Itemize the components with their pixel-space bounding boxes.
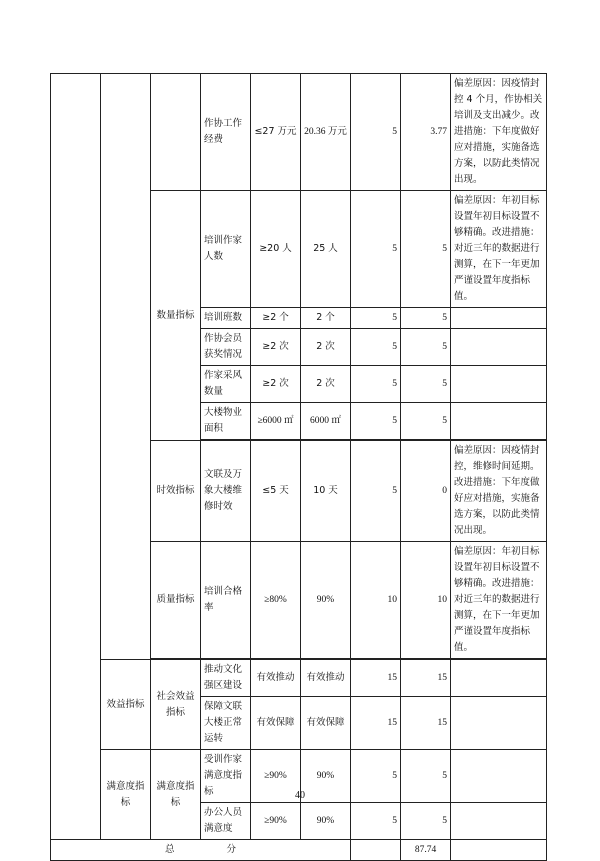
blank-second-level-cell xyxy=(101,74,151,660)
score-cell: 3.77 xyxy=(401,74,451,191)
target-cell: ≤27 万元 xyxy=(251,74,301,191)
table-row xyxy=(51,660,547,697)
satisfaction-sub-indicator-label: 满意度指标 xyxy=(151,750,201,840)
actual-cell: 2 个 xyxy=(301,308,351,329)
actual-cell: 6000 ㎡ xyxy=(301,403,351,440)
indicator-cell: 培训作家人数 xyxy=(201,191,251,308)
indicator-cell: 培训班数 xyxy=(201,308,251,329)
total-row xyxy=(51,840,547,861)
benefit-indicator-label: 效益指标 xyxy=(101,660,151,750)
deviation-note: 偏差原因：因疫情封控 4 个月，作协相关培训及支出减少。改进措施：下年度做好应对措施，实施备选方案，以防此类情况出现。 xyxy=(451,74,547,191)
target-cell: ≥20 人 xyxy=(251,191,301,308)
target-cell: ≥2 次 xyxy=(251,366,301,403)
target-cell: ≥80% xyxy=(251,542,301,659)
performance-table xyxy=(50,73,547,861)
deviation-note: 偏差原因：因疫情封控，维修时间延期。改进措施：下年度做好应对措施，实施备选方案，以防此类情况出现。 xyxy=(451,441,547,542)
table-row xyxy=(51,74,547,191)
indicator-cell: 大楼物业面积 xyxy=(201,403,251,440)
quality-indicator-label: 质量指标 xyxy=(151,542,201,659)
target-cell: ≤5 天 xyxy=(251,441,301,542)
score-cell: 5 xyxy=(401,329,451,366)
deviation-note: 偏差原因：年初目标设置年初目标设置不够精确。改进措施：对近三年的数据进行测算，在下一年更加严谨设置年度指标值。 xyxy=(451,191,547,308)
weight-cell: 5 xyxy=(351,74,401,191)
actual-cell: 90% xyxy=(301,750,351,803)
total-score-cell: 87.74 xyxy=(401,840,451,861)
weight-cell: 5 xyxy=(351,329,401,366)
actual-cell: 有效保障 xyxy=(301,697,351,750)
score-cell: 5 xyxy=(401,308,451,329)
total-label-right: 分 xyxy=(226,844,237,855)
indicator-cell: 保障文联大楼正常运转 xyxy=(201,697,251,750)
empty-note-cell xyxy=(451,803,547,840)
deviation-note: 偏差原因：年初目标设置年初目标设置不够精确。改进措施：对近三年的数据进行测算，在下一年更加严谨设置年度指标值。 xyxy=(451,542,547,659)
score-cell: 5 xyxy=(401,403,451,440)
indicator-cell: 作协工作经费 xyxy=(201,74,251,191)
weight-cell: 5 xyxy=(351,308,401,329)
weight-cell: 15 xyxy=(351,697,401,750)
page-number: 40 xyxy=(295,790,305,801)
total-weight-cell xyxy=(351,840,401,861)
blank-first-level-cell xyxy=(51,74,101,840)
total-label-left: 总 xyxy=(164,844,175,855)
target-cell: ≥90% xyxy=(251,803,301,840)
actual-cell: 2 次 xyxy=(301,329,351,366)
indicator-cell: 推动文化强区建设 xyxy=(201,660,251,697)
indicator-cell: 作协会员获奖情况 xyxy=(201,329,251,366)
social-benefit-indicator-label: 社会效益指标 xyxy=(151,660,201,750)
indicator-cell: 培训合格率 xyxy=(201,542,251,659)
weight-cell: 5 xyxy=(351,441,401,542)
actual-cell: 20.36 万元 xyxy=(301,74,351,191)
weight-cell: 5 xyxy=(351,191,401,308)
target-cell: 有效推动 xyxy=(251,660,301,697)
actual-cell: 90% xyxy=(301,542,351,659)
score-cell: 5 xyxy=(401,366,451,403)
target-cell: 有效保障 xyxy=(251,697,301,750)
actual-cell: 有效推动 xyxy=(301,660,351,697)
total-label xyxy=(51,840,351,861)
empty-note-cell xyxy=(451,660,547,697)
actual-cell: 10 天 xyxy=(301,441,351,542)
empty-note-cell xyxy=(451,308,547,329)
indicator-cell: 受训作家满意度指标 xyxy=(201,750,251,803)
satisfaction-indicator-label: 满意度指标 xyxy=(101,750,151,840)
score-cell: 15 xyxy=(401,660,451,697)
target-cell: ≥90% xyxy=(251,750,301,803)
weight-cell: 5 xyxy=(351,803,401,840)
score-cell: 0 xyxy=(401,441,451,542)
empty-note-cell xyxy=(451,403,547,440)
weight-cell: 5 xyxy=(351,750,401,803)
score-cell: 5 xyxy=(401,750,451,803)
score-cell: 5 xyxy=(401,191,451,308)
empty-note-cell xyxy=(451,329,547,366)
weight-cell: 5 xyxy=(351,366,401,403)
quantity-indicator-label: 数量指标 xyxy=(151,191,201,441)
score-cell: 10 xyxy=(401,542,451,659)
indicator-cell: 作家采风数量 xyxy=(201,366,251,403)
total-note-cell xyxy=(451,840,547,861)
score-cell: 5 xyxy=(401,803,451,840)
empty-note-cell xyxy=(451,366,547,403)
blank-third-level-cell xyxy=(151,74,201,191)
target-cell: ≥2 次 xyxy=(251,329,301,366)
timeliness-indicator-label: 时效指标 xyxy=(151,441,201,542)
empty-note-cell xyxy=(451,697,547,750)
weight-cell: 15 xyxy=(351,660,401,697)
indicator-cell: 办公人员满意度 xyxy=(201,803,251,840)
indicator-cell: 文联及万象大楼维修时效 xyxy=(201,441,251,542)
weight-cell: 5 xyxy=(351,403,401,440)
actual-cell: 90% xyxy=(301,803,351,840)
target-cell: ≥2 个 xyxy=(251,308,301,329)
score-cell: 15 xyxy=(401,697,451,750)
actual-cell: 25 人 xyxy=(301,191,351,308)
target-cell: ≥6000 ㎡ xyxy=(251,403,301,440)
actual-cell: 2 次 xyxy=(301,366,351,403)
weight-cell: 10 xyxy=(351,542,401,659)
